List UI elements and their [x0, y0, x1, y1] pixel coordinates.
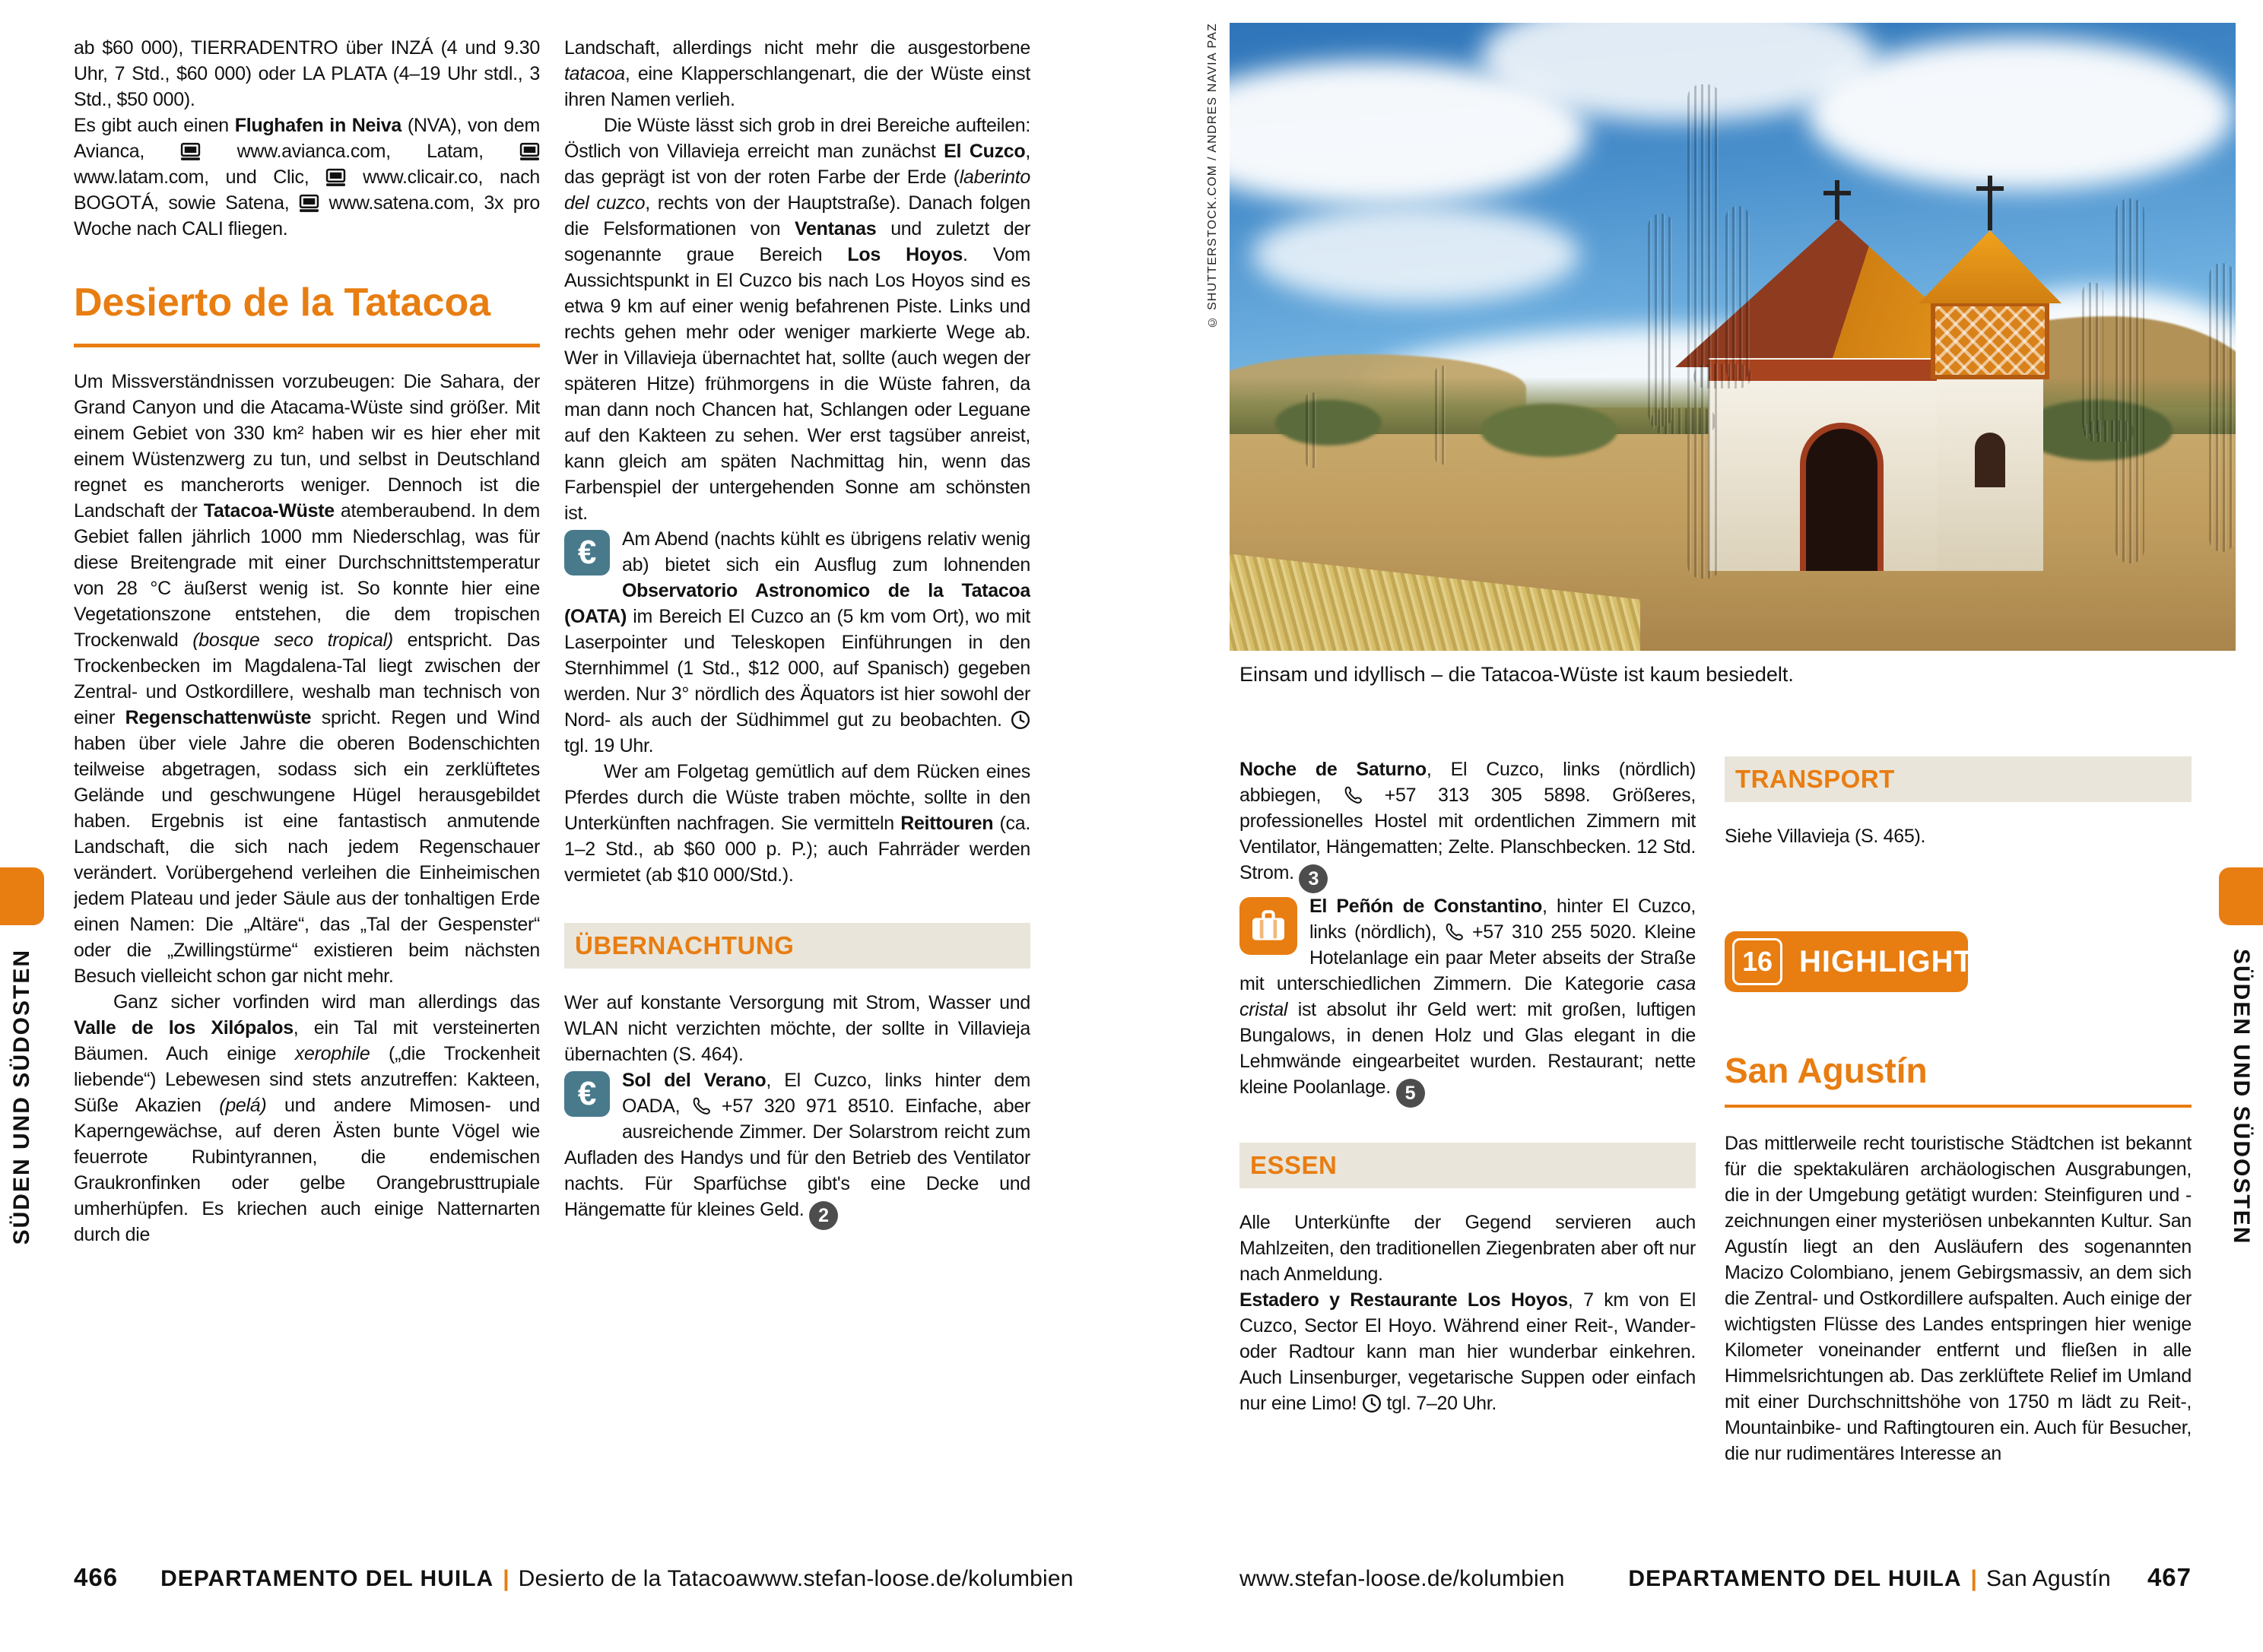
clock-icon — [1011, 710, 1030, 730]
body-text: atemberaubend. In dem Gebiet fallen jährlich 1000 mm Niederschlag, was für diese Breitengrade mit einer Durchschnittstemperatur von 28 °C äußerst wenig ist. So konnte hier eine Vegetationszone entstehen, die dem tropischen Trockenwald — [74, 500, 540, 651]
footer-right — [1239, 1563, 2192, 1592]
italic-text: (pelá) — [219, 1095, 267, 1116]
italic-text: casa cristal — [1239, 973, 1696, 1020]
body-text: Siehe Villavieja (S. 465). — [1725, 826, 1926, 847]
bold-text: Regenschattenwüste — [125, 707, 312, 728]
body-text: , rechts von der Hauptstraße). Danach folgen die Felsformationen von — [564, 192, 1030, 239]
highlight-number: 16 — [1732, 938, 1782, 985]
body-text: Das mittlerweile recht touristische Städtchen ist bekannt für die spektakulären archäologischen Ausgrabungen, die in der Umgebung getätigt wurden: Steinfiguren und -zeichnungen einer mysteriösen unbekannten Kultur. San Agustín liegt an den Ausläufern des sogenannten Macizo Colombiano, jenem Gebirgsmassiv, an dem sich die Zentral- und Ostkordillere aufspalten. Auch einige der wichtigsten Flüsse des Landes entspringen hier wenige Kilometer voneinander entfernt und fließen in alle Himmelsrichtungen ab. Das zerklüftete Relief im Umland mit einer Durchschnittshöhe von 1750 m lädt zu Reit-, Mountainbike- und Raftingtouren ein. Auch für Besucher, die nur rudimentäres Interesse an — [1725, 1133, 2192, 1464]
chapter-tab-right — [2219, 867, 2263, 925]
footer-section: DEPARTAMENTO DEL HUILA — [1628, 1566, 1962, 1591]
page-number: 466 — [74, 1563, 119, 1591]
column-3 — [1239, 756, 1696, 1547]
body-text: www.satena.com, 3x pro Woche nach CALI fliegen. — [74, 192, 540, 239]
paragraph — [74, 989, 540, 1248]
body-text: Um Missverständnissen vorzubeugen: Die Sahara, der Grand Canyon und die Atacama-Wüste sind größer. Mit einem Gebiet von 330 km² haben wir es hier eher mit einem Wüstenzwerg zu tun, und selbst in Deutschland regnet es mancherorts weniger. Dennoch ist die Landschaft der — [74, 371, 540, 522]
footer-separator: | — [503, 1566, 509, 1591]
tall-cactus — [1640, 84, 1762, 579]
chapel-belfry — [1931, 302, 2049, 379]
body-text: im Bereich El Cuzco an (5 km vom Ort), wo mit Laserpointer und Teleskopen Einführungen in den Sternhimmel (1 Std., $12 000, auf Spanisch) gegeben werden. Nur 3° nördlich des Äquators ist hier sowohl der Nord- als auch der Südhimmel gut zu beobachten. — [564, 606, 1030, 731]
footer-left — [74, 1563, 1074, 1592]
paragraph — [74, 369, 540, 989]
cactus — [2189, 263, 2236, 552]
bold-text: El Cuzco — [944, 141, 1026, 162]
paragraph — [564, 990, 1030, 1067]
body-text: www.avianca.com, Latam, — [201, 141, 519, 162]
paragraph — [564, 1067, 1030, 1230]
paragraph — [564, 526, 1030, 759]
bold-text: Ventanas — [795, 218, 877, 239]
phone-icon — [691, 1096, 711, 1116]
spacer — [1725, 992, 2192, 1051]
body-text: . Vom Aussichtspunkt in El Cuzco bis nach Los Hoyos sind es etwa 9 km auf einer wenig befahrenen Piste. Links und rechts gehen mehr oder weniger markierte Wege ab. Wer in Villavieja übernachtet hat, sollte (auch wegen der späteren Hitze) frühmorgens in die Wüste fahren, da man dann noch Chancen hat, Schlangen oder Leguane auf den Kakteen zu sehen. Wer erst tagsüber anreist, kann gleich am späten Nachmittag hin, wenn das Farbenspiel der untergehenden Sonne am schönsten ist. — [564, 244, 1030, 524]
bold-text: Los Hoyos — [847, 244, 963, 265]
paragraph — [1725, 1130, 2192, 1467]
bold-text: Sol del Verano — [622, 1070, 766, 1091]
section-heading: Desierto de la Tatacoa — [74, 281, 540, 347]
body-text: www.clicair.co, nach BOGOTÁ, sowie Satena, — [74, 166, 540, 214]
bold-text: Noche de Saturno — [1239, 759, 1427, 780]
bold-text: El Peñón de Constantino — [1309, 896, 1542, 917]
italic-text: tatacoa — [564, 63, 625, 84]
highlight-badge — [1725, 931, 1973, 992]
footer-section: DEPARTAMENTO DEL HUILA — [160, 1566, 494, 1591]
footer-separator: | — [1970, 1566, 1977, 1591]
body-text: , El Cuzco, links hinter dem OADA, — [622, 1070, 1030, 1117]
body-text: +57 320 971 8510. Einfache, aber ausreichende Zimmer. Der Solarstrom reicht zum Aufladen des Handys und für den Betrieb des Ventilator nachts. Für Sparfüchse gibt's eine Decke und Hängematte für kleines Geld. — [564, 1096, 1030, 1220]
footer-chapter: Desierto de la Tatacoa — [518, 1566, 748, 1591]
cross-icon — [1988, 176, 1992, 230]
bold-text: Tatacoa-Wüste — [203, 500, 335, 522]
cactus — [1420, 366, 1465, 465]
chapter-label-left: SÜDEN UND SÜDOSTEN — [9, 949, 34, 1245]
body-text: Es gibt auch einen — [74, 115, 235, 136]
paragraph — [74, 35, 540, 113]
paragraph — [1239, 756, 1696, 893]
map-marker-5: 5 — [1396, 1079, 1425, 1108]
bold-text: Observatorio Astronomico de la Tatacoa (OATA) — [564, 580, 1030, 627]
body-text: Landschaft, allerdings nicht mehr die ausgestorbene — [564, 37, 1030, 59]
bush — [1275, 400, 1382, 446]
italic-text: laberinto del cuzco — [564, 166, 1030, 214]
price-euro-icon: € — [564, 1071, 610, 1117]
body-text: Am Abend (nachts kühlt es übrigens relativ wenig ab) bietet sich ein Ausflug zum lohnenden — [622, 528, 1030, 576]
footer-url: www.stefan-loose.de/kolumbien — [747, 1566, 1074, 1591]
body-text: tgl. 19 Uhr. — [564, 735, 654, 756]
body-text: und zuletzt der sogenannte graue Bereich — [564, 218, 1030, 265]
body-text: spricht. Regen und Wind haben über viele Jahre die oberen Bodenschichten teilweise abgetragen, sodass sich ein zerklüftetes Gelände und geschwungene Hügel herausgebildet haben. Ergebnis ist eine fantastisch anmutende Landschaft, die sich nach jedem Regenschauer verändert. Vorübergehend verleihen die Einheimischen jedem Plateau und jeder Säule aus der tonhaltigen Erde einen Namen: Die „Altäre“, das „Tal der Gespenster“ oder die „Zwillingstürme“ existieren beim nächsten Besuch vielleicht schon gar nicht mehr. — [74, 707, 540, 987]
bold-text: Flughafen in Neiva — [234, 115, 402, 136]
cloud — [1252, 205, 1579, 304]
photo-credit: © SHUTTERSTOCK.COM / ANDRES NAVIA PAZ — [1206, 23, 1219, 328]
paragraph — [564, 113, 1030, 526]
bold-text: Reittouren — [900, 813, 994, 834]
paragraph — [1239, 893, 1696, 1108]
paragraph — [564, 759, 1030, 888]
body-text: entspricht. Das Trockenbecken im Magdalena-Tal liegt zwischen der Zentral- und Ostkordillere, weshalb man technisch von einer — [74, 629, 540, 728]
body-text: tgl. 7–20 Uhr. — [1381, 1393, 1497, 1414]
body-text: +57 310 255 5020. Kleine Hotelanlage ein paar Meter abseits der Straße mit unterschiedlichen Zimmern. Die Kategorie — [1239, 921, 1696, 994]
paragraph — [74, 113, 540, 242]
paragraph — [1725, 823, 2192, 849]
body-text: und andere Mimosen- und Kaperngewächse, auf deren Ästen bunte Vögel wie feuerrote Rubintyrannen, die endemischen Graukronfinken oder gelbe Orangebrusttrupiale umherhüpfen. Es kriechen auch einige Natternarten durch die — [74, 1095, 540, 1245]
map-marker-2: 2 — [809, 1201, 838, 1230]
body-text: (NVA), von dem Avianca, — [74, 115, 540, 162]
italic-text: (bosque seco tropical) — [192, 629, 393, 651]
body-text: www.latam.com, und Clic, — [74, 166, 326, 188]
footer-chapter: San Agustín — [1985, 1566, 2111, 1591]
place-heading: San Agustín — [1725, 1051, 2192, 1108]
lodging-suitcase-icon — [1239, 897, 1297, 955]
body-text: , hinter El Cuzco, links (nördlich), — [1309, 896, 1696, 943]
body-text: („die Trockenheit liebende“) Lebewesen sind stets anzutreffen: Kakteen, Süße Akazien — [74, 1043, 540, 1116]
bush — [1481, 404, 1617, 457]
spacer — [1725, 849, 2192, 931]
photo-caption: Einsam und idyllisch – die Tatacoa-Wüste ist kaum besiedelt. — [1239, 663, 1794, 686]
footer-url: www.stefan-loose.de/kolumbien — [1239, 1566, 1565, 1591]
chapter-tab-left — [0, 867, 44, 925]
body-text: Ganz sicher vorfinden wird man allerdings das — [113, 991, 540, 1013]
section-bar: ESSEN — [1239, 1143, 1696, 1188]
phone-icon — [1444, 922, 1464, 942]
tatacoa-desert-photo — [1230, 23, 2236, 651]
computer-icon — [519, 142, 540, 161]
column-2 — [564, 35, 1030, 1540]
body-text: , 7 km von El Cuzco, Sector El Hoyo. Während einer Reit-, Wander- oder Radtour kann man hier wunderbar einkehren. Auch Linsenburger, vegetarische Suppen oder einfach nur eine Limo! — [1239, 1289, 1696, 1414]
computer-icon — [325, 168, 346, 187]
body-text: (ca. 1–2 Std., ab $60 000 p. P.); auch Fahrräder werden vermietet (ab $10 000/Std.). — [564, 813, 1030, 886]
paragraph — [1239, 1287, 1696, 1416]
chapter-label-right: SÜDEN UND SÜDOSTEN — [2229, 949, 2254, 1245]
body-text: +57 313 305 5898. Größeres, professionelles Hostel mit ordentlichen Zimmern mit Ventilator, Hängematten; Zelte. Planschbecken. 12 Std. Strom. — [1239, 785, 1696, 883]
phone-icon — [1343, 785, 1363, 805]
price-euro-icon: € — [564, 530, 610, 576]
cactus — [1298, 392, 1328, 468]
body-text: Alle Unterkünfte der Gegend servieren auch Mahlzeiten, den traditionellen Ziegenbraten aber oft nur nach Anmeldung. — [1239, 1212, 1696, 1285]
section-bar: ÜBERNACHTUNG — [564, 923, 1030, 969]
body-text: Wer auf konstante Versorgung mit Strom, Wasser und WLAN nicht verzichten möchte, der sollte in Villavieja übernachten (S. 464). — [564, 992, 1030, 1065]
section-bar: TRANSPORT — [1725, 756, 2192, 802]
computer-icon — [180, 142, 201, 161]
paragraph — [1239, 1210, 1696, 1287]
clock-icon — [1362, 1394, 1382, 1413]
column-1 — [74, 35, 540, 1540]
bold-text: Estadero y Restaurante Los Hoyos — [1239, 1289, 1568, 1311]
cross-icon — [1835, 180, 1839, 220]
body-text: ab $60 000), TIERRADENTRO über INZÁ (4 und 9.30 Uhr, 7 Std., $60 000) oder LA PLATA (4–19 Uhr stdl., 3 Std., $50 000). — [74, 37, 540, 110]
chapel-tower-roof — [1919, 230, 2061, 303]
chapel-door — [1800, 423, 1884, 571]
body-text: , El Cuzco, links (nördlich) abbiegen, — [1239, 759, 1696, 806]
body-text: ist absolut ihr Geld wert: mit großen, luftigen Bungalows, in denen Holz und Glas elegant in die Lehmwände eingearbeitet wurden. Restaurant; nette kleine Poolanlage. — [1239, 999, 1696, 1098]
page-number: 467 — [2147, 1563, 2192, 1591]
body-text: , das geprägt ist von der roten Farbe der Erde ( — [564, 141, 1030, 188]
chapel-window — [1975, 433, 2005, 487]
bold-text: Valle de los Xilópalos — [74, 1017, 294, 1038]
body-text: , eine Klapperschlangenart, die der Wüste einst ihren Namen verlieh. — [564, 63, 1030, 110]
body-text: Die Wüste lässt sich grob in drei Bereiche aufteilen: Östlich von Villavieja erreicht man zunächst — [564, 115, 1030, 162]
body-text: , ein Tal mit versteinerten Bäumen. Auch einige — [74, 1017, 540, 1064]
body-text: Wer am Folgetag gemütlich auf dem Rücken eines Pferdes durch die Wüste traben möchte, sollte in den Unterkünften nachfragen. Sie vermitteln — [564, 761, 1030, 834]
highlight-label: HIGHLIGHT — [1799, 945, 1973, 978]
tall-cactus — [2077, 198, 2176, 563]
column-4 — [1725, 756, 2192, 1547]
italic-text: xerophile — [294, 1043, 370, 1064]
map-marker-3: 3 — [1299, 864, 1328, 893]
paragraph — [564, 35, 1030, 113]
computer-icon — [299, 194, 319, 213]
